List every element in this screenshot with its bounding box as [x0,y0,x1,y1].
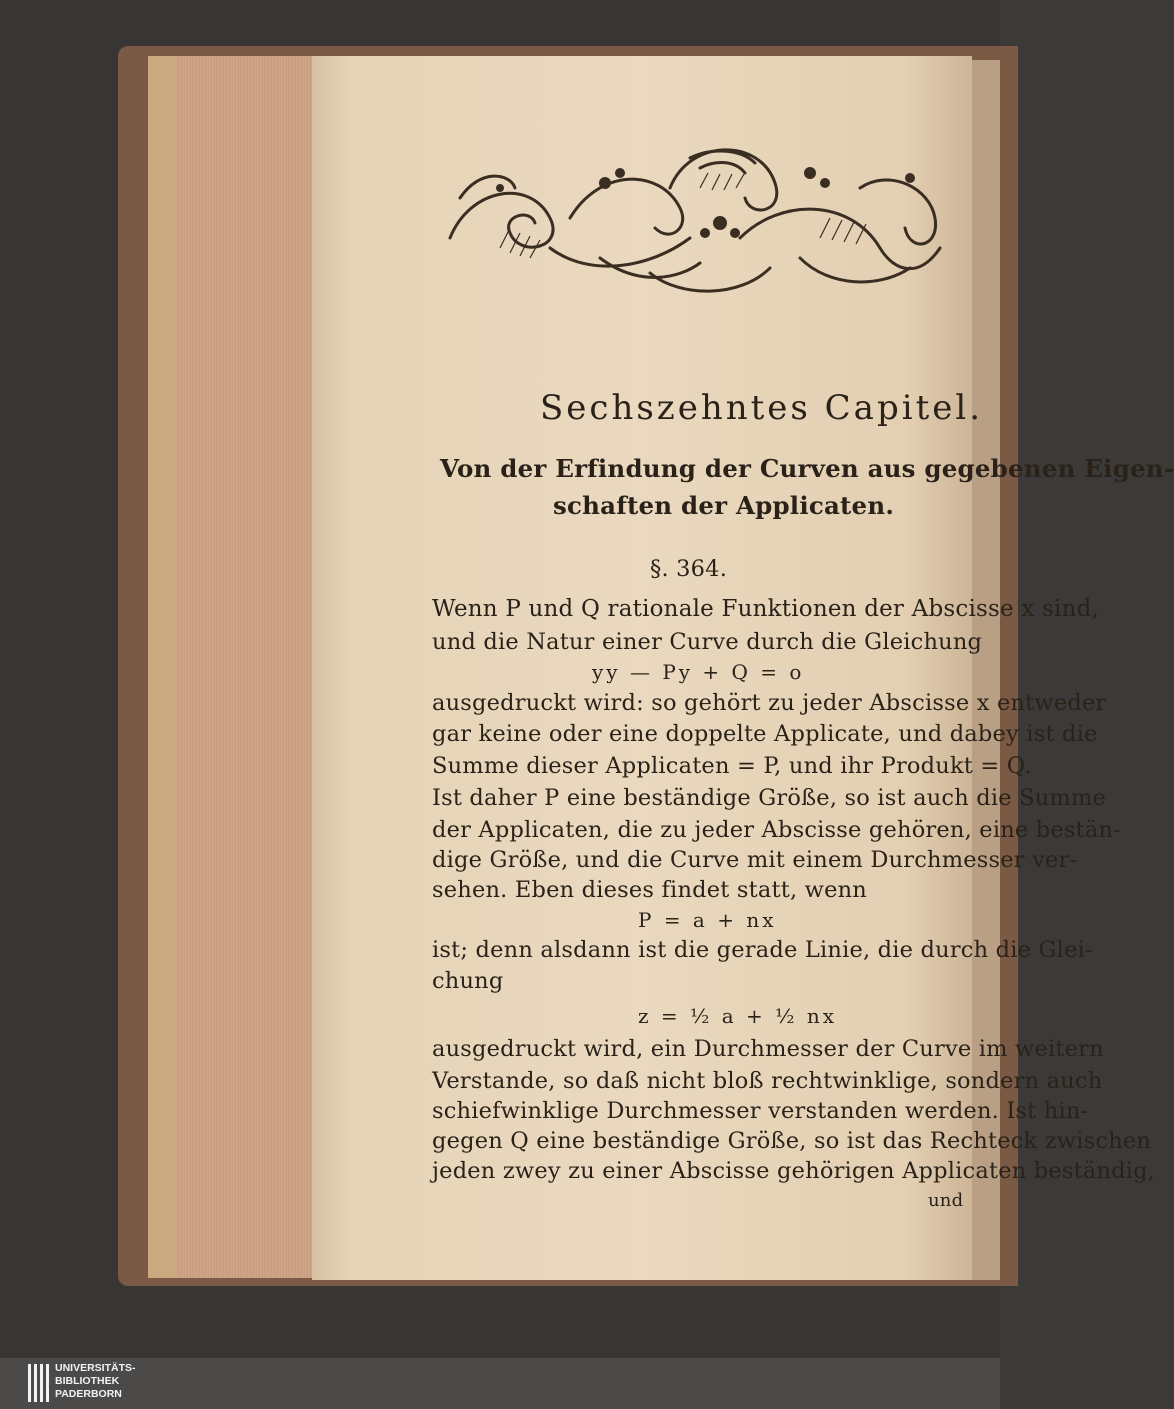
chapter-subtitle-line-1: Von der Erfindung der Curven aus gegebenen Eigen- [440,454,1174,483]
library-logo-icon [28,1364,50,1402]
text-line: sehen. Eben dieses findet statt, wenn [432,877,867,903]
text-line: der Applicaten, die zu jeder Abscisse gehören, eine bestän- [432,817,1121,843]
text-line: ausgedruckt wird: so gehört zu jeder Abscisse x entweder [432,690,1107,716]
text-line: dige Größe, und die Curve mit einem Durchmesser ver- [432,847,1078,873]
library-name-line-1: UNIVERSITÄTS- [55,1362,136,1374]
footer-bar [0,1358,1000,1409]
text-line: gar keine oder eine doppelte Applicate, und dabey ist die [432,721,1098,747]
library-name-line-2: BIBLIOTHEK [55,1375,120,1387]
text-line: ist; denn alsdann ist die gerade Linie, die durch die Glei- [432,937,1093,963]
ornament-headpiece-icon [440,128,952,304]
library-name [55,1362,136,1401]
page-edge [148,56,176,1278]
chapter-subtitle-line-2: schaften der Applicaten. [553,491,895,520]
chapter-title: Sechszehntes Capitel. [540,388,984,428]
text-line: Wenn P und Q rationale Funktionen der Abscisse x sind, [432,596,1100,622]
equation: z = ½ a + ½ nx [638,1004,838,1028]
text-line: chung [432,968,504,994]
text-line: und die Natur einer Curve durch die Gleichung [432,629,983,655]
section-number: §. 364. [650,556,728,582]
text-line: Ist daher P eine beständige Größe, so ist auch die Summe [432,785,1107,811]
text-line: ausgedruckt wird, ein Durchmesser der Curve im weitern [432,1036,1104,1062]
text-line: Verstande, so daß nicht bloß rechtwinklige, sondern auch [432,1068,1103,1094]
text-line: Summe dieser Applicaten = P, und ihr Produkt = Q. [432,753,1032,779]
equation: P = a + nx [638,908,777,932]
equation: yy — Py + Q = o [592,660,805,684]
text-line: jeden zwey zu einer Abscisse gehörigen Applicaten beständig, [432,1158,1156,1184]
text-line: schiefwinklige Durchmesser verstanden werden. Ist hin- [432,1098,1089,1124]
library-name-line-3: PADERBORN [55,1388,122,1400]
page-block-edges [176,56,312,1278]
text-line: gegen Q eine beständige Größe, so ist das Rechteck zwischen [432,1128,1152,1154]
facing-page-edge [972,60,1000,1280]
catchword: und [928,1190,964,1211]
